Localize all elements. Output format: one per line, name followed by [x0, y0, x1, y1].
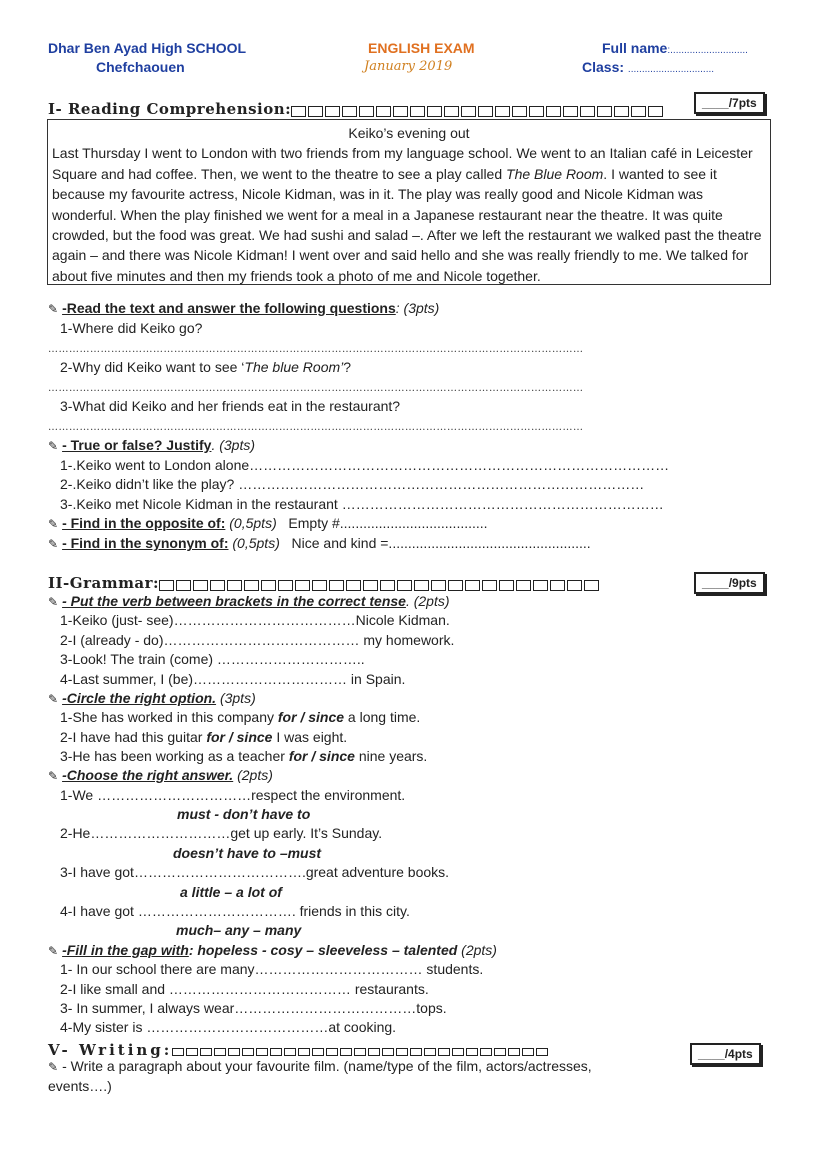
tense-instruction: ✎ - Put the verb between brackets in the correct tense. (2pts): [48, 593, 450, 609]
fill-word-bank: : hopeless - cosy – sleeveless – talented: [188, 942, 458, 958]
opposite-instruction: ✎ - Find in the opposite of: (0,5pts) Empty #......................................: [48, 515, 488, 531]
grammar-score-box: ____/9pts: [694, 572, 765, 594]
exam-title: ENGLISH EXAM: [368, 40, 475, 56]
heading-boxes: [159, 575, 601, 593]
grammar-heading: II-Grammar:: [48, 574, 601, 593]
pencil-icon: ✎: [48, 1060, 59, 1074]
fill-item-1: 1- In our school there are many……………………………… students.: [60, 961, 484, 977]
pencil-icon: ✎: [48, 517, 59, 531]
full-name-label: Full name: [602, 40, 668, 56]
class-label: Class:: [582, 59, 625, 75]
pencil-icon: ✎: [48, 439, 59, 453]
student-info: [582, 40, 748, 75]
circle-item-1: 1-She has worked in this company for / since a long time.: [60, 709, 421, 725]
choose-options-1[interactable]: must - don’t have to: [177, 806, 311, 822]
question-1: 1-Where did Keiko go?: [60, 320, 203, 336]
tense-item-2: 2-I (already - do)…………………………………… my homework.: [60, 632, 455, 648]
circle-option-1[interactable]: for / since: [277, 709, 345, 725]
fill-item-3: 3- In summer, I always wear…………………………………tops.: [60, 1000, 447, 1016]
choose-options-2[interactable]: doesn’t have to –must: [173, 845, 322, 861]
choose-item-1: 1-We ……………………………respect the environment.: [60, 787, 406, 803]
tf-statement-1: 1-.Keiko went to London alone………………………………………………………………………………: [60, 457, 670, 473]
tense-item-4: 4-Last summer, I (be)…………………………… in Spain.: [60, 671, 406, 687]
question-3: 3-What did Keiko and her friends eat in the restaurant?: [60, 398, 401, 414]
choose-options-3[interactable]: a little – a lot of: [180, 884, 282, 900]
reading-heading: I- Reading Comprehension:: [48, 100, 665, 119]
circle-option-3[interactable]: for / since: [288, 748, 355, 764]
true-false-instruction: ✎ - True or false? Justify. (3pts): [48, 437, 256, 453]
question-2: 2-Why did Keiko want to see ‘The blue Room’?: [60, 359, 352, 375]
school-info: [48, 40, 246, 75]
pencil-icon: ✎: [48, 692, 59, 706]
answer-line-3[interactable]: ………………………………………………………………………………………………………………………………………: [48, 422, 584, 433]
answer-line-1[interactable]: ………………………………………………………………………………………………………………………………………: [48, 344, 584, 355]
reading-text-box: [47, 119, 771, 285]
heading-boxes: [291, 101, 665, 119]
pencil-icon: ✎: [48, 302, 59, 316]
opposite-word: Empty #......................................: [288, 515, 488, 531]
questions-instruction: ✎ -Read the text and answer the following questions: (3pts): [48, 300, 440, 316]
reading-text-body: Last Thursday I went to London with two friends from my language school. We went to an Italian café in Leicester Square and had coffee. Then, we went to the theatre to see a play called The Blue Room. I wanted to see it because my favourite actress, Nicole Kidman, was in it. The play was really good and Nicole Kidman was wonderful. When the play finished we went for a meal in a Japanese restaurant near the theatre. It was quite crowded, but the food was great. We had sushi and salad –. After we left the restaurant we walked past the theatre again – and there was Nicole Kidman! I went over and said hello and she was really friendly to me. We talked for about five minutes and then my friends took a photo of me and Nicole together.: [52, 145, 762, 284]
circle-option-2[interactable]: for / since: [206, 729, 273, 745]
tf-statement-3: 3-.Keiko met Nicole Kidman in the restaurant ……………………………………………………………: [60, 496, 664, 512]
fill-item-2: 2-I like small and ………………………………… restaurants.: [60, 981, 429, 997]
fill-instruction: ✎ -Fill in the gap with: hopeless - cosy – sleeveless – talented (2pts): [48, 942, 497, 958]
circle-item-2: 2-I have had this guitar for / since I was eight.: [60, 729, 348, 745]
circle-instruction: ✎ -Circle the right option. (3pts): [48, 690, 256, 706]
choose-options-4[interactable]: much– any – many: [176, 922, 302, 938]
pencil-icon: ✎: [48, 944, 59, 958]
play-title: The Blue Room: [506, 165, 604, 182]
pencil-icon: ✎: [48, 537, 59, 551]
exam-info: [364, 40, 475, 74]
synonym-word: Nice and kind =....................................................: [291, 535, 591, 551]
writing-heading: V- Writing:: [48, 1041, 550, 1060]
writing-score-box: ____/4pts: [690, 1043, 761, 1065]
pencil-icon: ✎: [48, 769, 59, 783]
reading-score-box: ____/7pts: [694, 92, 765, 114]
tf-statement-2: 2-.Keiko didn’t like the play? ……………………………………………………………………………: [60, 476, 645, 492]
writing-instruction-2: events….): [48, 1078, 112, 1094]
writing-instruction-1: ✎ - Write a paragraph about your favourite film. (name/type of the film, actors/actresses,: [48, 1058, 592, 1074]
school-city: Chefchaouen: [96, 59, 185, 75]
class-field[interactable]: ...............................: [627, 64, 715, 75]
fill-item-4: 4-My sister is …………………………………at cooking.: [60, 1019, 397, 1035]
tense-item-1: 1-Keiko (just- see)…………………………………Nicole Kidman.: [60, 612, 450, 628]
choose-item-2: 2-He…………………………get up early. It’s Sunday.: [60, 825, 383, 841]
pencil-icon: ✎: [48, 595, 59, 609]
reading-text-title: Keiko’s evening out: [348, 125, 470, 141]
full-name-field[interactable]: :............................: [667, 45, 748, 56]
exam-date: January 2019: [364, 59, 453, 74]
circle-item-3: 3-He has been working as a teacher for / since nine years.: [60, 748, 428, 764]
choose-item-4: 4-I have got ……………………………. friends in this city.: [60, 903, 410, 919]
choose-item-3: 3-I have got……………………………….great adventure books.: [60, 864, 450, 880]
school-name: Dhar Ben Ayad High SCHOOL: [48, 40, 247, 56]
choose-instruction: ✎ -Choose the right answer. (2pts): [48, 767, 273, 783]
synonym-instruction: ✎ - Find in the synonym of: (0,5pts) Nice and kind =....................................................: [48, 535, 591, 551]
answer-line-2[interactable]: ………………………………………………………………………………………………………………………………………: [48, 383, 584, 394]
tense-item-3: 3-Look! The train (come) …………………………..: [60, 651, 365, 667]
